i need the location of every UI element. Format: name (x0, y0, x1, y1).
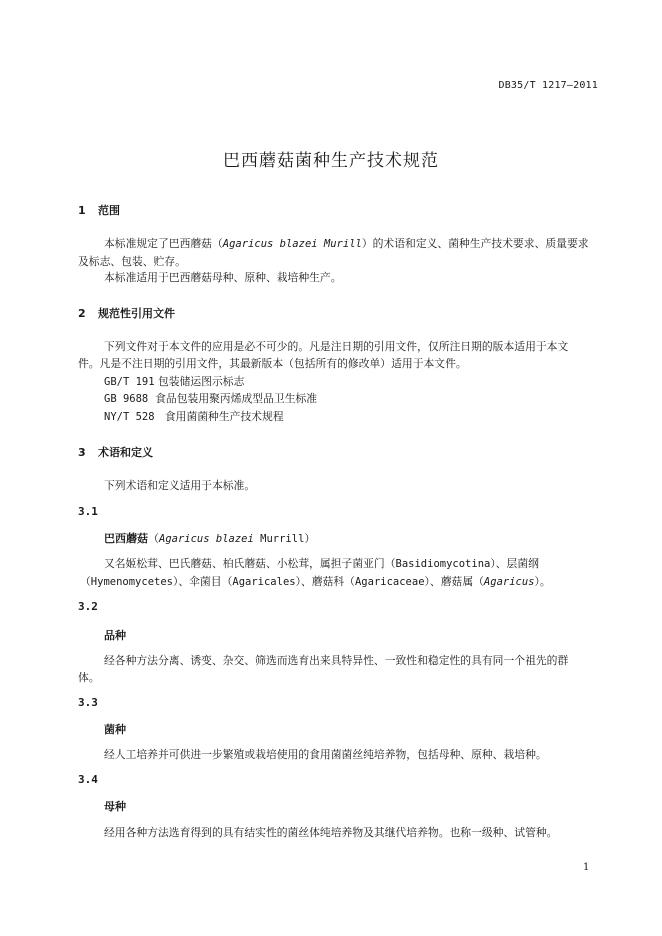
taxon-name: Agaricales (232, 576, 296, 588)
clause-3-2-definition-line-2: 体。 (78, 671, 100, 684)
clause-3-3-number: 3.3 (78, 696, 98, 709)
taxon-name: Agaricus (483, 576, 535, 588)
section-2-paragraph-line-1: 下列文件对于本文件的应用是必不可少的。凡是注日期的引用文件，仅所注日期的版本适用于本文 (104, 340, 569, 353)
clause-3-2-definition-line-1: 经各种方法分离、诱变、杂交、筛选而选育出来具特异性、一致性和稳定性的具有同一个祖先的群 (104, 654, 569, 667)
clause-3-1-definition-line-1 (104, 556, 539, 571)
reference-name: 包装储运图示标志 (158, 375, 245, 388)
text-segment: （ (80, 575, 91, 588)
text-segment: ）的术语和定义、菌种生产技术要求、质量要求 (361, 237, 589, 250)
term-name: 巴西蘑菇 (104, 532, 148, 545)
section-number: 2 (78, 307, 86, 320)
section-2-heading (78, 305, 175, 321)
reference-name: 食用菌菌种生产技术规程 (164, 410, 284, 423)
scientific-name: Agaricus blazei (159, 533, 254, 545)
clause-3-4-number: 3.4 (78, 773, 98, 786)
clause-3-4-definition: 经用各种方法选育得到的具有结实性的菌丝体纯培养物及其继代培养物。也称一级种、试管种。 (104, 826, 558, 839)
clause-3-3-term: 菌种 (104, 723, 126, 736)
document-title: 巴西蘑菇菌种生产技术规范 (223, 151, 439, 171)
reference-code: GB/T 191 (104, 376, 155, 388)
text-segment: ）、层菌纲 (490, 557, 539, 570)
text-segment: ）、蘑菇属（ (424, 575, 484, 588)
taxon-name: Hymenomycetes (90, 576, 173, 588)
section-1-paragraph-2: 本标准适用于巴西蘑菇母种、原种、栽培种生产。 (104, 271, 342, 284)
section-title: 术语和定义 (98, 446, 153, 459)
section-1-paragraph-1 (104, 236, 589, 251)
text-segment: 又名姬松茸、巴氏蘑菇、柏氏蘑菇、小松茸，属担子菌亚门（ (104, 557, 396, 570)
clause-3-1-definition-line-2 (80, 574, 551, 589)
taxon-name: Agaricaceae (354, 576, 425, 588)
reference-name: 食品包装用聚丙烯成型品卫生标准 (155, 392, 318, 405)
section-title: 规范性引用文件 (98, 307, 175, 320)
clause-3-1-number: 3.1 (78, 505, 98, 518)
standard-code-header: DB35/T 1217—2011 (498, 80, 598, 91)
section-title: 范围 (98, 204, 120, 217)
section-1-paragraph-1-cont: 及标志、包装、贮存。 (78, 255, 186, 268)
reference-item (104, 409, 284, 424)
text-segment: （ (148, 532, 159, 545)
clause-3-1-term (104, 530, 315, 546)
reference-code: GB 9688 (104, 393, 149, 405)
section-3-intro: 下列术语和定义适用于本标准。 (104, 479, 256, 492)
section-number: 3 (78, 446, 86, 459)
clause-3-2-term: 品种 (104, 629, 126, 642)
text-segment: ）、蘑菇科（ (295, 575, 355, 588)
section-2-paragraph-line-2: 件。凡是不注日期的引用文件，其最新版本（包括所有的修改单）适用于本文件。 (78, 357, 467, 370)
text-segment: ）、伞菌目（ (172, 575, 233, 588)
page-number: 1 (583, 862, 590, 873)
reference-item (104, 374, 244, 389)
scientific-name: Agaricus blazei Murill (222, 238, 362, 250)
section-3-heading (78, 444, 153, 460)
text-segment: ） (304, 532, 316, 545)
author-name: Murrill (253, 533, 305, 545)
clause-3-4-term: 母种 (104, 800, 126, 813)
section-number: 1 (78, 204, 86, 217)
section-1-heading (78, 202, 120, 218)
reference-item (104, 391, 317, 406)
clause-3-2-number: 3.2 (78, 600, 98, 613)
reference-code: NY/T 528 (104, 411, 155, 423)
text-segment: 本标准规定了巴西蘑菇（ (104, 237, 223, 250)
taxon-name: Basidiomycotina (395, 558, 491, 570)
text-segment: ）。 (534, 575, 551, 588)
clause-3-3-definition: 经人工培养并可供进一步繁殖或栽培使用的食用菌菌丝纯培养物，包括母种、原种、栽培种。 (104, 748, 547, 761)
